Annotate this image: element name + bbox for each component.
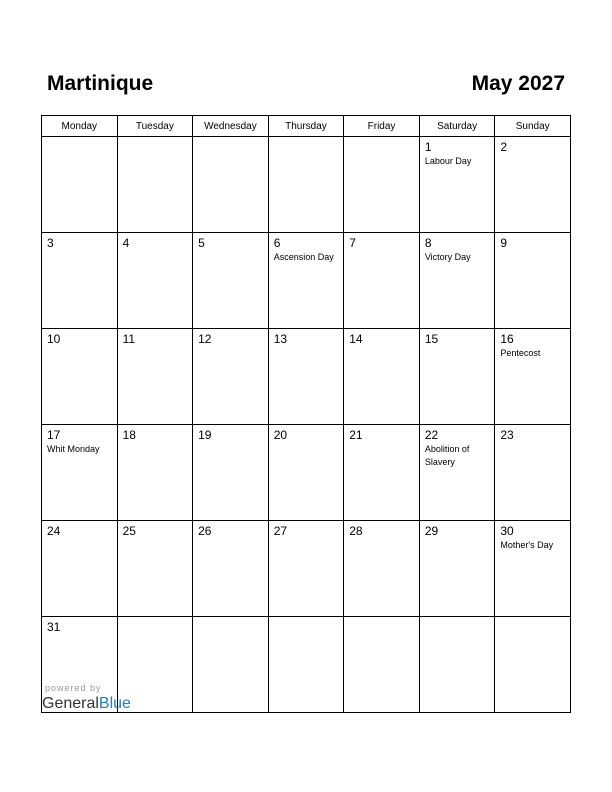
day-number: 17 — [47, 428, 61, 442]
day-number: 10 — [47, 332, 61, 346]
day-cell-16[interactable] — [495, 329, 571, 425]
day-number: 31 — [47, 620, 61, 634]
empty-day-cell — [193, 137, 269, 233]
day-cell-10[interactable] — [42, 329, 118, 425]
weekday-header-row — [42, 116, 571, 137]
day-number: 12 — [198, 332, 212, 346]
day-cell-24[interactable] — [42, 521, 118, 617]
day-cell-12[interactable] — [193, 329, 269, 425]
day-cell-25[interactable] — [117, 521, 193, 617]
weekday-friday: Friday — [344, 116, 420, 137]
day-number: 1 — [424, 140, 432, 154]
day-cell-20[interactable] — [268, 425, 344, 521]
day-cell-9[interactable] — [495, 233, 571, 329]
day-number: 25 — [122, 524, 136, 538]
week-row — [42, 329, 571, 425]
day-cell-5[interactable] — [193, 233, 269, 329]
day-cell-13[interactable] — [268, 329, 344, 425]
generalblue-logo[interactable] — [42, 694, 131, 714]
day-number: 22 — [424, 428, 439, 442]
holiday-label: Ascension Day — [273, 252, 334, 262]
day-number: 13 — [273, 332, 288, 346]
empty-day-cell — [344, 617, 420, 713]
calendar-grid — [41, 115, 571, 713]
day-number: 16 — [500, 332, 514, 346]
day-cell-6[interactable] — [268, 233, 344, 329]
day-cell-27[interactable] — [268, 521, 344, 617]
day-number: 14 — [349, 332, 363, 346]
day-cell-4[interactable] — [117, 233, 193, 329]
weekday-thursday: Thursday — [268, 116, 344, 137]
holiday-label: Mother's Day — [500, 540, 554, 550]
day-number: 9 — [500, 236, 508, 250]
day-number: 24 — [47, 524, 61, 538]
weekday-tuesday: Tuesday — [117, 116, 193, 137]
day-number: 29 — [424, 524, 439, 538]
day-cell-26[interactable] — [193, 521, 269, 617]
week-row — [42, 233, 571, 329]
empty-day-cell — [117, 137, 193, 233]
powered-by-label: powered by — [45, 683, 102, 693]
day-cell-7[interactable] — [344, 233, 420, 329]
day-number: 15 — [424, 332, 439, 346]
day-cell-19[interactable] — [193, 425, 269, 521]
day-number: 20 — [273, 428, 288, 442]
empty-day-cell — [268, 617, 344, 713]
day-number: 7 — [349, 236, 356, 250]
holiday-label: Labour Day — [424, 156, 472, 166]
day-number: 30 — [500, 524, 514, 538]
holiday-label: Pentecost — [500, 348, 541, 358]
day-cell-14[interactable] — [344, 329, 420, 425]
day-number: 21 — [349, 428, 363, 442]
empty-day-cell — [268, 137, 344, 233]
empty-day-cell — [419, 617, 495, 713]
week-row — [42, 425, 571, 521]
day-cell-2[interactable] — [495, 137, 571, 233]
brand-blue-text: Blue — [98, 695, 131, 712]
week-row — [42, 521, 571, 617]
day-cell-1[interactable] — [419, 137, 495, 233]
calendar-body — [42, 137, 571, 713]
brand-general-text: General — [42, 695, 99, 712]
day-number: 6 — [273, 236, 281, 250]
day-cell-23[interactable] — [495, 425, 571, 521]
day-number: 27 — [273, 524, 288, 538]
weekday-sunday: Sunday — [495, 116, 571, 137]
day-number: 11 — [122, 332, 136, 346]
day-cell-8[interactable] — [419, 233, 495, 329]
weekday-monday: Monday — [42, 116, 118, 137]
day-number: 2 — [500, 140, 508, 154]
empty-day-cell — [344, 137, 420, 233]
holiday-label: Abolition of Slavery — [424, 444, 470, 467]
month-year-title: May 2027 — [471, 72, 565, 95]
day-cell-30[interactable] — [495, 521, 571, 617]
week-row — [42, 137, 571, 233]
country-title: Martinique — [47, 72, 154, 95]
day-cell-15[interactable] — [419, 329, 495, 425]
day-cell-18[interactable] — [117, 425, 193, 521]
empty-day-cell — [42, 137, 118, 233]
day-cell-22[interactable] — [419, 425, 495, 521]
day-number: 4 — [122, 236, 130, 250]
day-number: 19 — [198, 428, 212, 442]
holiday-label: Whit Monday — [47, 444, 100, 454]
day-number: 28 — [349, 524, 363, 538]
day-cell-28[interactable] — [344, 521, 420, 617]
day-number: 18 — [122, 428, 136, 442]
empty-day-cell — [193, 617, 269, 713]
day-cell-11[interactable] — [117, 329, 193, 425]
day-number: 5 — [198, 236, 205, 250]
weekday-saturday: Saturday — [419, 116, 495, 137]
holiday-label: Victory Day — [424, 252, 471, 262]
empty-day-cell — [495, 617, 571, 713]
day-cell-21[interactable] — [344, 425, 420, 521]
weekday-wednesday: Wednesday — [193, 116, 269, 137]
day-cell-17[interactable] — [42, 425, 118, 521]
day-number: 23 — [500, 428, 514, 442]
day-cell-29[interactable] — [419, 521, 495, 617]
day-number: 8 — [424, 236, 432, 250]
day-number: 26 — [198, 524, 212, 538]
day-number: 3 — [47, 236, 54, 250]
day-cell-3[interactable] — [42, 233, 118, 329]
